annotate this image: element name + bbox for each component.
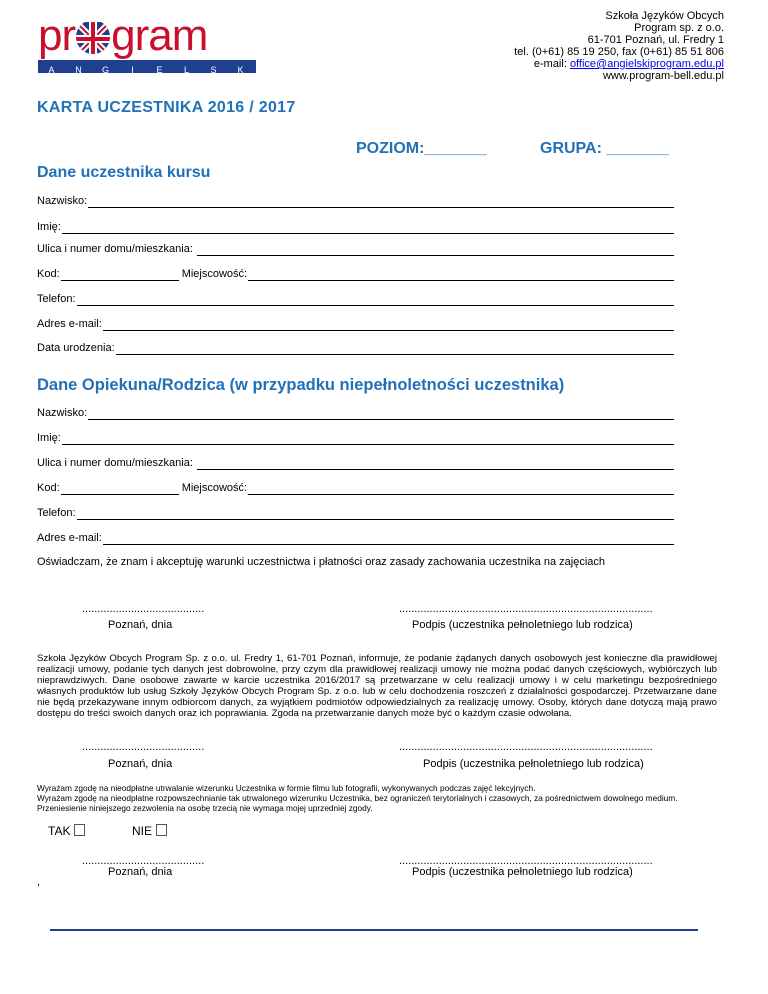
program-logo: [38, 11, 256, 75]
email-field[interactable]: Adres e-mail:: [37, 318, 674, 331]
surname-field[interactable]: Nazwisko:: [37, 195, 674, 208]
footer-divider: [50, 929, 698, 931]
consent-yes[interactable]: TAK: [48, 824, 85, 838]
stray-mark: ,: [37, 876, 41, 888]
guardian-surname-field[interactable]: Nazwisko:: [37, 407, 674, 420]
consent-no[interactable]: NIE: [132, 824, 167, 838]
signature-label: Podpis (uczestnika pełnoletniego lub rodzica): [412, 619, 633, 631]
address-line: 61-701 Poznań, ul. Fredry 1: [587, 34, 724, 46]
image-consent-text: Wyrażam zgodę na nieodpłatne utrwalanie wizerunku Uczestnika w formie filmu lub fotografii, wykonywanych podczas zajęć lekcyjnych. Wyrażam zgodę na nieodpłatne rozpowszechnianie tak utrwalonego wizerunku Uczestnika, bez ograniczeń terytorialnych i czasowych, za pośrednictwem dowolnego medium. Przeniesienie niniejszego zezwolenia na osobę trzecią nie wymaga mojej uprzedniej zgody.: [37, 783, 678, 813]
address-line: Program sp. z o.o.: [634, 22, 724, 34]
signature-label: Podpis (uczestnika pełnoletniego lub rodzica): [423, 758, 644, 770]
level-field[interactable]: POZIOM:_______: [356, 140, 487, 157]
guardian-phone-field[interactable]: Telefon:: [37, 507, 674, 520]
school-address: [514, 10, 724, 82]
guardian-postcode-city-field[interactable]: Kod: Miejscowość:: [37, 482, 674, 495]
first-name-field[interactable]: Imię:: [37, 221, 674, 234]
participant-section-heading: Dane uczestnika kursu: [37, 164, 211, 181]
acceptance-statement: Oświadczam, że znam i akceptuję warunki uczestnictwa i płatności oraz zasady zachowania uczestnika na zajęciach: [37, 556, 605, 568]
birth-date-field[interactable]: Data urodzenia:: [37, 342, 674, 355]
page-title: KARTA UCZESTNIKA 2016 / 2017: [37, 99, 296, 116]
address-line: Szkoła Języków Obcych: [605, 10, 724, 22]
date-dots[interactable]: ........................................: [82, 741, 205, 753]
no-checkbox[interactable]: [156, 824, 167, 836]
data-protection-notice: Szkoła Języków Obcych Program Sp. z o.o. ul. Fredry 1, 61-701 Poznań, informuje, że podanie żądanych danych osobowych jest konieczne dla prawidłowej realizacji umowy, podanie tych danych jest dobrowolne, przy czym dla prawidłowej realizacji umowy nie można podać danych częściowych, wybiórczych lub nieprawdziwych. Dane osobowe zawarte w karcie uczestnika 2016/2017 są przetwarzane w celu realizacji umowy i w celu marketingu bezpośredniego własnych produktów lub usług Szkoły Języków Obcych Program Sp. z o.o. lub w celu dochodzenia roszczeń z działalności gospodarczej. Przetwarzane dane nie będą przekazywane innym odbiorcom danych, za wyjątkiem podmiotów odpowiedzialnych za realizację umowy. Osoby, których dane dotyczą mają prawo dostępu do treści swoich danych oraz ich poprawiania. Zgoda na przetwarzanie danych może być o każdym czasie odwołana.: [37, 653, 717, 719]
guardian-email-field[interactable]: Adres e-mail:: [37, 532, 674, 545]
uk-flag-icon: [76, 20, 110, 54]
yes-checkbox[interactable]: [74, 824, 85, 836]
guardian-section-heading: Dane Opiekuna/Rodzica (w przypadku niepełnoletności uczestnika): [37, 376, 565, 394]
group-field[interactable]: GRUPA: _______: [540, 140, 669, 157]
signature-label: Podpis (uczestnika pełnoletniego lub rodzica): [412, 866, 633, 878]
guardian-street-field[interactable]: Ulica i numer domu/mieszkania:: [37, 457, 674, 470]
postcode-city-field[interactable]: Kod: Miejscowość:: [37, 268, 674, 281]
street-field[interactable]: Ulica i numer domu/mieszkania:: [37, 243, 674, 256]
signature-dots[interactable]: ...................................................................................: [399, 603, 653, 615]
email-line: e-mail: office@angielskiprogram.edu.pl: [533, 58, 724, 70]
website: www.program-bell.edu.pl: [602, 70, 724, 82]
logo-subtitle-bar: A N G I E L S K: [38, 60, 256, 73]
logo-wordmark: pr gram: [38, 11, 208, 60]
place-date-label: Poznań, dnia: [108, 758, 173, 770]
date-dots[interactable]: ........................................: [82, 855, 205, 867]
place-date-label: Poznań, dnia: [108, 866, 173, 878]
date-dots[interactable]: ........................................: [82, 603, 205, 615]
place-date-label: Poznań, dnia: [108, 619, 173, 631]
phone-fax: tel. (0+61) 85 19 250, fax (0+61) 85 51 806: [514, 46, 724, 58]
signature-dots[interactable]: ...................................................................................: [399, 855, 653, 867]
signature-dots[interactable]: ...................................................................................: [399, 741, 653, 753]
email-link[interactable]: office@angielskiprogram.edu.pl: [569, 58, 724, 70]
phone-field[interactable]: Telefon:: [37, 293, 674, 306]
guardian-first-name-field[interactable]: Imię:: [37, 432, 674, 445]
